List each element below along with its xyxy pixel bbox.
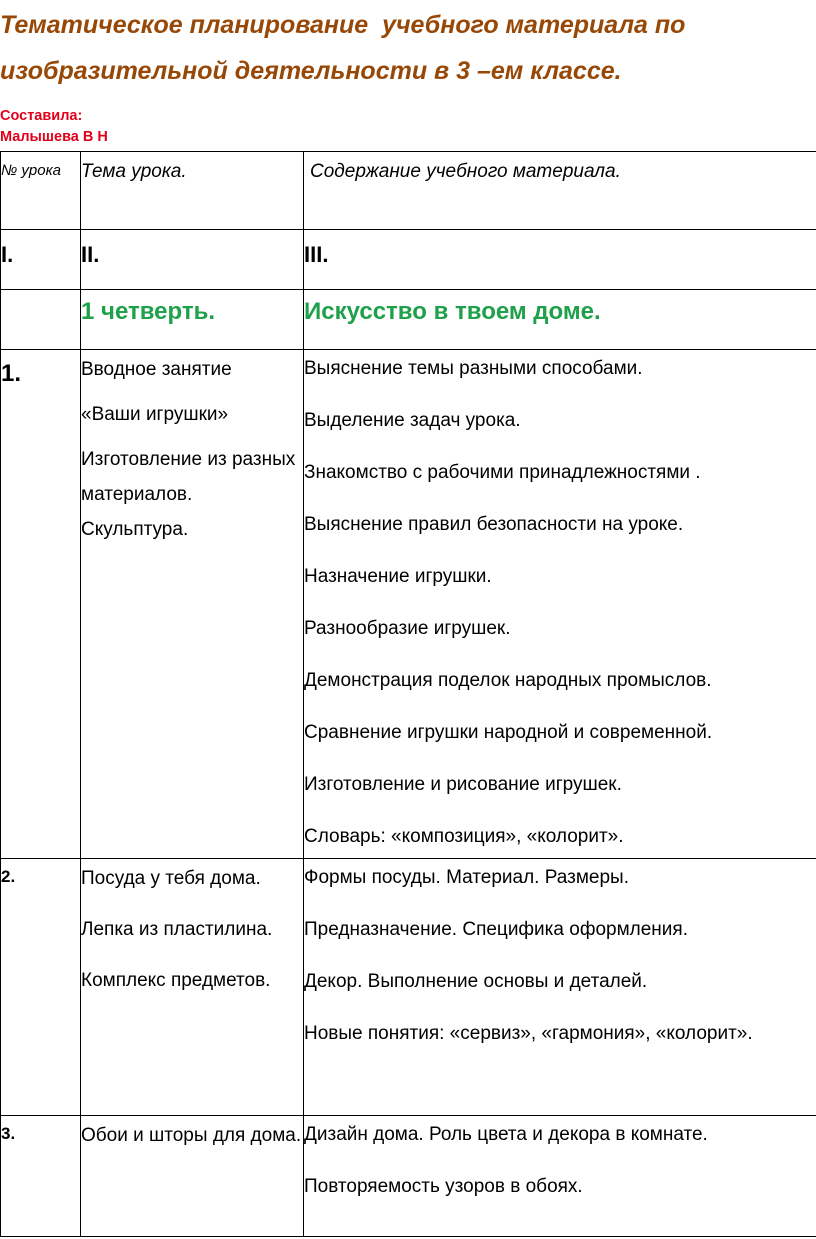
- header-lesson-content: Содержание учебного материала.: [304, 152, 816, 230]
- lesson-number: 2.: [1, 867, 16, 886]
- author-block: [0, 106, 108, 148]
- table-row: [1, 350, 816, 859]
- lesson-content-line: Предназначение. Специфика оформления.: [304, 919, 688, 940]
- lesson-topic: Изготовление из разных материалов. Скульптура.: [81, 449, 296, 540]
- lesson-content-line: Изготовление и рисование игрушек.: [304, 774, 622, 795]
- lesson-content-line: Повторяемость узоров в обоях.: [304, 1176, 583, 1197]
- table-row: [1, 1116, 816, 1237]
- lesson-content-line: Сравнение игрушки народной и современной.: [304, 722, 713, 743]
- lesson-number: 3.: [1, 1124, 16, 1143]
- table-row: [1, 859, 816, 1116]
- header-lesson-topic: Тема урока.: [81, 152, 304, 230]
- roman-col3: III.: [304, 230, 816, 290]
- lesson-content-line: Формы посуды. Материал. Размеры.: [304, 867, 629, 888]
- document-title: Тематическое планирование учебного материала по изобразительной деятельности в 3 –ем классе.: [0, 11, 693, 85]
- author-name: Малышева В Н: [0, 129, 108, 145]
- lesson-topic: Обои и шторы для дома.: [81, 1125, 302, 1146]
- lesson-topic: Посуда у тебя дома.: [81, 868, 261, 889]
- lesson-content-line: Словарь: «композиция», «колорит».: [304, 826, 624, 847]
- lesson-number: 1.: [1, 360, 22, 387]
- lesson-content-line: Выделение задач урока.: [304, 410, 521, 431]
- lesson-content-line: Декор. Выполнение основы и деталей.: [304, 971, 648, 992]
- table-header-row: [1, 152, 816, 230]
- lesson-topic: Комплекс предметов.: [81, 970, 271, 991]
- lesson-content-line: Дизайн дома. Роль цвета и декора в комнате.: [304, 1124, 708, 1145]
- header-lesson-number: № урока: [1, 152, 81, 230]
- lesson-content-line: Выяснение правил безопасности на уроке.: [304, 514, 684, 535]
- lesson-content-line: Демонстрация поделок народных промыслов.: [304, 670, 712, 691]
- lesson-content-line: Новые понятия: «сервиз», «гармония», «колорит».: [304, 1023, 753, 1044]
- author-label: Составила:: [0, 108, 83, 124]
- lesson-content-line: Разнообразие игрушек.: [304, 618, 511, 639]
- roman-col1: I.: [1, 230, 81, 290]
- quarter-row: [1, 290, 816, 350]
- lesson-content-line: Выяснение темы разными способами.: [304, 358, 643, 379]
- lesson-topic: Вводное занятие: [81, 359, 232, 380]
- lesson-plan-table: [0, 151, 816, 1237]
- lesson-content-line: Назначение игрушки.: [304, 566, 492, 587]
- table-roman-row: [1, 230, 816, 290]
- roman-col2: II.: [81, 230, 304, 290]
- quarter-theme: Искусство в твоем доме.: [304, 298, 601, 325]
- quarter-label: 1 четверть.: [81, 298, 216, 325]
- lesson-content-line: Знакомство с рабочими принадлежностями .: [304, 462, 701, 483]
- lesson-topic: «Ваши игрушки»: [81, 404, 229, 425]
- lesson-topic: Лепка из пластилина.: [81, 919, 273, 940]
